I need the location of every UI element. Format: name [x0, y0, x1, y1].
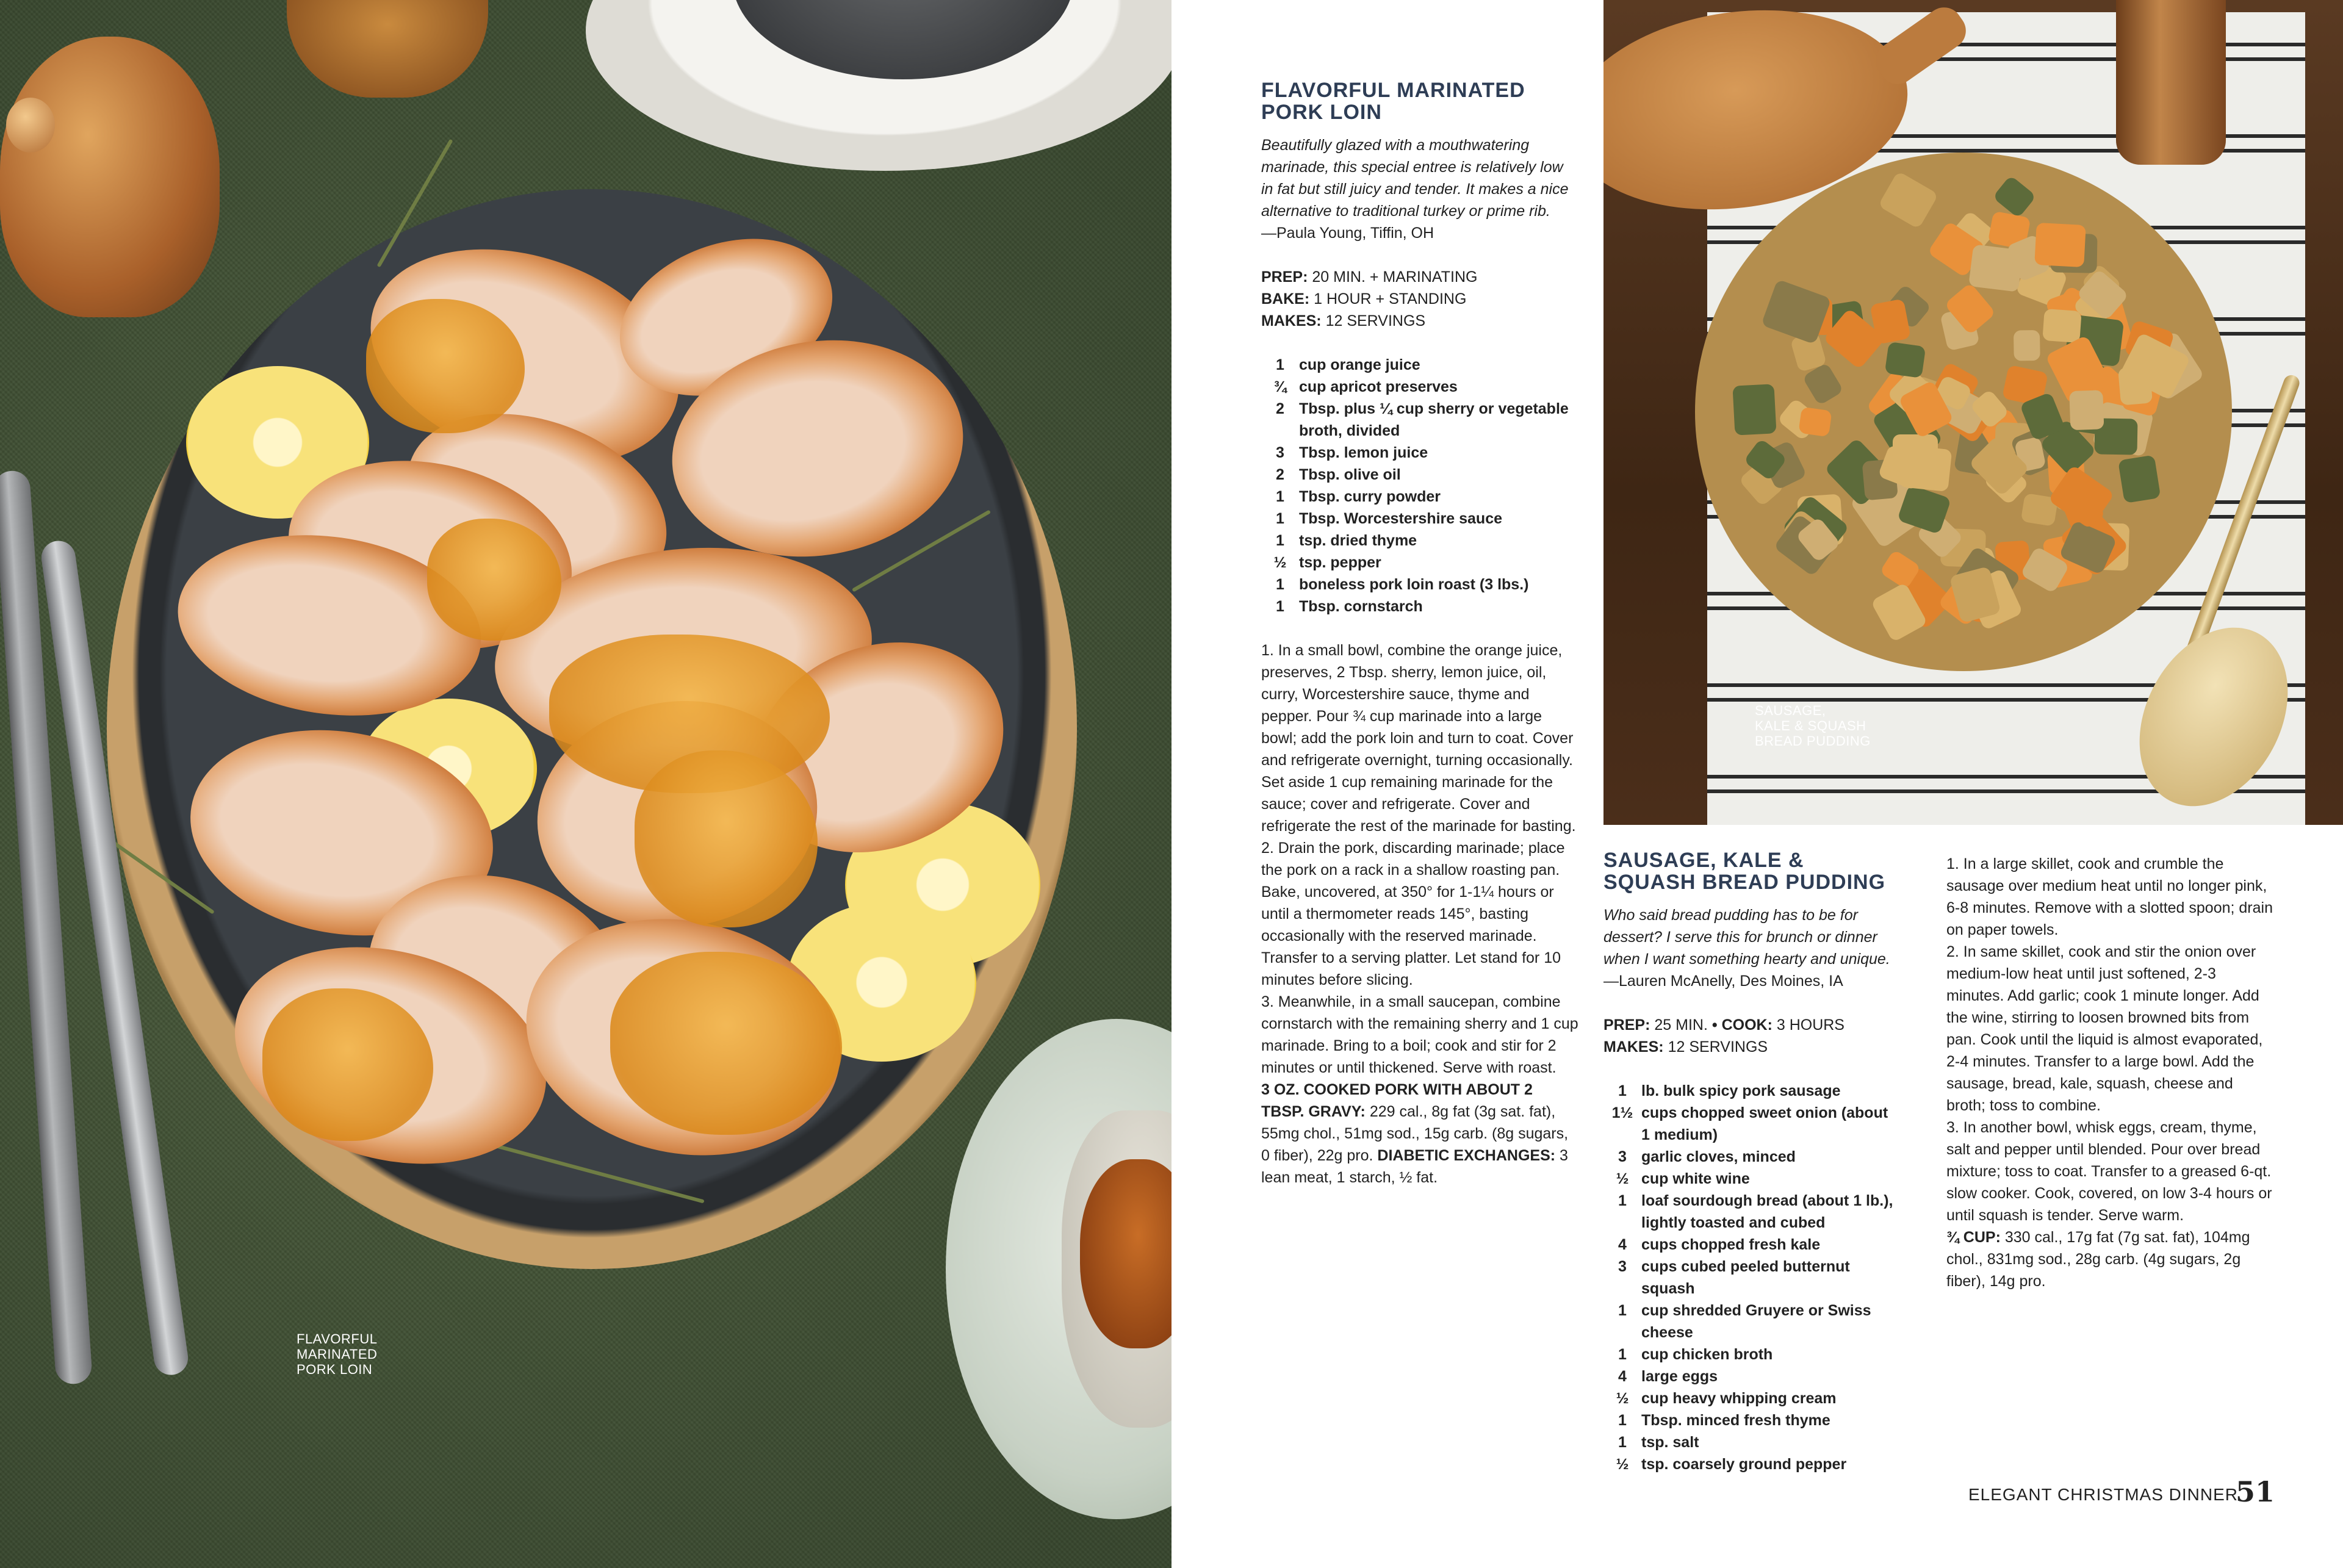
step: 2. Drain the pork, discarding marinade; place the pork on a rack in a shallow roasting pan. Bake, uncovered, at 350° for 1-1¼ hours or until a thermometer reads 145°, basting occasionally with the reserved marinade. Transfer to a serving platter. Let stand for 10 minutes before slicing.	[1261, 840, 1565, 988]
step: 1. In a large skillet, cook and crumble the sausage over medium heat until no longer pink, 6-8 minutes. Remove with a slotted spoon; drain on paper towels.	[1946, 855, 2273, 938]
stuffing-piece	[2118, 365, 2153, 405]
stuffing-piece	[2035, 223, 2086, 267]
ingredient-item	[1261, 398, 1578, 442]
photo-caption: FLAVORFUL MARINATED PORK LOIN	[297, 1331, 378, 1377]
ingredient-item	[1261, 442, 1578, 464]
recipe-meta: PREP: 20 MIN. + MARINATING BAKE: 1 HOUR + STANDING MAKES: 12 SERVINGS	[1261, 268, 1478, 329]
servings: 12 SERVINGS	[1325, 312, 1426, 329]
recipe-meta: PREP: 25 MIN. • COOK: 3 HOURS MAKES: 12 SERVINGS	[1603, 1016, 1845, 1056]
ingredient-item	[1603, 1102, 1896, 1146]
ingredient-text: cups chopped fresh kale	[1641, 1236, 1821, 1253]
ingredient-quantity: 1½	[1611, 1104, 1633, 1121]
ingredient-quantity: 4	[1618, 1236, 1627, 1253]
ingredient-quantity: 1	[1276, 488, 1284, 505]
recipe-directions	[1261, 639, 1578, 1189]
ingredient-text: tsp. salt	[1641, 1434, 1699, 1451]
ingredient-quantity: 1	[1276, 510, 1284, 527]
page-number: 51	[2236, 1475, 2275, 1508]
recipe-2-directions	[1946, 853, 2276, 1292]
ingredient-item	[1261, 486, 1578, 508]
step: 3. Meanwhile, in a small saucepan, combine cornstarch with the remaining sherry and 1 cup marinade. Bring to a boil; cook and stir for 2 minutes or until thickened. Serve with roast.	[1261, 993, 1578, 1076]
ingredient-item	[1603, 1453, 1896, 1475]
stuffing-piece	[1732, 384, 1777, 435]
ingredient-text: loaf sourdough bread (about 1 lb.), lightly toasted and cubed	[1641, 1192, 1893, 1231]
recipe-2	[1603, 849, 1896, 1497]
pepper-mill-knob	[6, 98, 55, 153]
recipe-title: FLAVORFUL MARINATED PORK LOIN	[1261, 79, 1525, 124]
ingredient-list	[1603, 1080, 1896, 1475]
ingredient-list	[1261, 354, 1578, 617]
ingredient-item	[1603, 1409, 1896, 1431]
servings: 12 SERVINGS	[1668, 1038, 1768, 1056]
ingredient-quantity: 1	[1276, 598, 1284, 615]
ingredient-text: Tbsp. olive oil	[1299, 466, 1401, 483]
stuffing-piece	[2070, 390, 2104, 431]
step: 2. In same skillet, cook and stir the onion over medium-low heat until just softened, 2-3 minutes. Add garlic; cook 1 minute longer. Add the wine, stirring to loosen browned bits from pan. Cook until the liquid is almost evaporated, 2-4 minutes. Transfer to a large bowl. Add the sausage, bread, kale, squash, cheese and broth; toss to combine.	[1946, 943, 2263, 1114]
ingredient-quantity: 1	[1618, 1302, 1627, 1319]
ingredient-quantity: ½	[1273, 554, 1287, 571]
recipe-title: SAUSAGE, KALE & SQUASH BREAD PUDDING	[1603, 849, 1886, 894]
ingredient-text: Tbsp. Worcestershire sauce	[1299, 510, 1503, 527]
section-title: ELEGANT CHRISTMAS DINNER	[1968, 1485, 2238, 1504]
stuffing-piece	[2042, 309, 2082, 343]
ingredient-item	[1261, 530, 1578, 552]
ingredient-item	[1261, 508, 1578, 530]
prep-time: 25 MIN.	[1654, 1016, 1708, 1034]
ingredient-quantity: ½	[1616, 1390, 1629, 1407]
ingredient-text: cups chopped sweet onion (about 1 medium)	[1641, 1104, 1888, 1143]
ingredient-item	[1603, 1431, 1896, 1453]
ingredient-text: tsp. coarsely ground pepper	[1641, 1456, 1847, 1473]
photo-caption: SAUSAGE, KALE & SQUASH BREAD PUDDING	[1755, 703, 1871, 749]
ingredient-text: tsp. pepper	[1299, 554, 1381, 571]
ingredient-item	[1603, 1365, 1896, 1387]
ingredient-quantity: 3	[1276, 444, 1284, 461]
ingredient-text: cup white wine	[1641, 1170, 1750, 1187]
ingredient-quantity: 1	[1276, 576, 1284, 593]
ingredient-item	[1261, 354, 1578, 376]
ingredient-item	[1603, 1168, 1896, 1190]
ingredient-text: Tbsp. minced fresh thyme	[1641, 1412, 1830, 1429]
ingredient-quantity: 1	[1276, 532, 1284, 549]
ingredient-text: Tbsp. curry powder	[1299, 488, 1441, 505]
ingredient-quantity: 3	[1618, 1148, 1627, 1165]
stuffing-piece	[1899, 445, 1952, 492]
ingredient-item	[1261, 552, 1578, 574]
amber-jar	[287, 0, 488, 98]
stuffing-piece	[1885, 342, 1926, 378]
recipe-intro: Who said bread pudding has to be for dessert? I serve this for brunch or dinner when I want something hearty and unique.	[1603, 907, 1890, 968]
step: 3. In another bowl, whisk eggs, cream, thyme, salt and pepper until blended. Pour over bread mixture; toss to coat. Transfer to a greased 6-qt. slow cooker. Cook, covered, on low 3-4 hours or until squash is tender. Serve warm.	[1946, 1119, 2272, 1224]
ingredient-item	[1603, 1146, 1896, 1168]
ingredient-text: cup heavy whipping cream	[1641, 1390, 1837, 1407]
ingredient-quantity: 2	[1276, 400, 1284, 417]
nutrition-facts: 3 OZ. COOKED PORK WITH ABOUT 2 TBSP. GRAVY: 229 cal., 8g fat (3g sat. fat), 55mg chol., 51mg sod., 15g carb. (8g sugars, 0 fiber), 22g pro. DIABETIC EXCHANGES: 3 lean meat, 1 starch, ½ fat.	[1261, 1081, 1569, 1186]
recipe-author: —Lauren McAnelly, Des Moines, IA	[1603, 973, 1843, 990]
ingredient-item	[1603, 1343, 1896, 1365]
ingredient-item	[1261, 376, 1578, 398]
prep-time: 20 MIN. + MARINATING	[1312, 268, 1478, 286]
ingredient-quantity: ¾	[1273, 378, 1287, 395]
ingredient-item	[1261, 595, 1578, 617]
ingredient-item	[1603, 1387, 1896, 1409]
ingredient-text: boneless pork loin roast (3 lbs.)	[1299, 576, 1529, 593]
recipe-1	[1261, 79, 1578, 1189]
ingredient-quantity: 1	[1618, 1412, 1627, 1429]
nutrition-facts: ¾ CUP: 330 cal., 17g fat (7g sat. fat), 104mg chol., 831mg sod., 28g carb. (4g sugars, 2g fiber), 14g pro.	[1946, 1229, 2250, 1290]
ingredient-text: garlic cloves, minced	[1641, 1148, 1796, 1165]
ingredient-quantity: 3	[1618, 1258, 1627, 1275]
ingredient-item	[1603, 1234, 1896, 1256]
ingredient-item	[1603, 1190, 1896, 1234]
ingredient-text: large eggs	[1641, 1368, 1718, 1385]
ingredient-item	[1261, 574, 1578, 595]
ingredient-quantity: 4	[1618, 1368, 1627, 1385]
ingredient-text: Tbsp. plus ¼ cup sherry or vegetable broth, divided	[1299, 400, 1569, 439]
ingredient-quantity: ½	[1616, 1170, 1629, 1187]
ingredient-item	[1603, 1300, 1896, 1343]
ingredient-item	[1603, 1080, 1896, 1102]
pepper-mill	[2116, 0, 2226, 165]
ingredient-text: cup orange juice	[1299, 356, 1420, 373]
bread-pudding-photo	[1603, 0, 2343, 825]
ingredient-text: Tbsp. lemon juice	[1299, 444, 1428, 461]
recipe-author: —Paula Young, Tiffin, OH	[1261, 225, 1434, 242]
bake-time: 1 HOUR + STANDING	[1314, 290, 1467, 307]
ingredient-text: lb. bulk spicy pork sausage	[1641, 1082, 1841, 1099]
recipe-intro: Beautifully glazed with a mouthwatering marinade, this special entree is relatively low in fat but still juicy and tender. It makes a nice alternative to traditional turkey or prime rib.	[1261, 137, 1569, 220]
ingredient-text: cup apricot preserves	[1299, 378, 1458, 395]
ingredient-text: cup chicken broth	[1641, 1346, 1773, 1363]
ingredient-quantity: 1	[1618, 1192, 1627, 1209]
ingredient-text: tsp. dried thyme	[1299, 532, 1417, 549]
ingredient-text: cup shredded Gruyere or Swiss cheese	[1641, 1302, 1871, 1341]
stuffing-piece	[2014, 330, 2040, 361]
ingredient-quantity: 2	[1276, 466, 1284, 483]
gravy	[1080, 1159, 1172, 1348]
ingredient-quantity: ½	[1616, 1456, 1629, 1473]
stuffing-piece	[2118, 455, 2161, 503]
step: 1. In a small bowl, combine the orange juice, preserves, 2 Tbsp. sherry, lemon juice, oil, curry, Worcestershire sauce, thyme and pepper. Pour ¾ cup marinade into a large bowl; add the pork loin and turn to coat. Cover and refrigerate overnight, turning occasionally. Set aside 1 cup remaining marinade for the sauce; cover and refrigerate. Cover and refrigerate the rest of the marinade for basting.	[1261, 642, 1576, 835]
ingredient-quantity: 1	[1618, 1346, 1627, 1363]
pepper-mill	[0, 37, 220, 317]
ingredient-item	[1603, 1256, 1896, 1300]
ingredient-text: cups cubed peeled butternut squash	[1641, 1258, 1850, 1297]
ingredient-quantity: 1	[1618, 1434, 1627, 1451]
ingredient-quantity: 1	[1618, 1082, 1627, 1099]
ingredient-item	[1261, 464, 1578, 486]
ingredient-text: Tbsp. cornstarch	[1299, 598, 1423, 615]
stuffing-piece	[1798, 406, 1832, 436]
cook-time: 3 HOURS	[1776, 1016, 1845, 1034]
ingredient-quantity: 1	[1276, 356, 1284, 373]
